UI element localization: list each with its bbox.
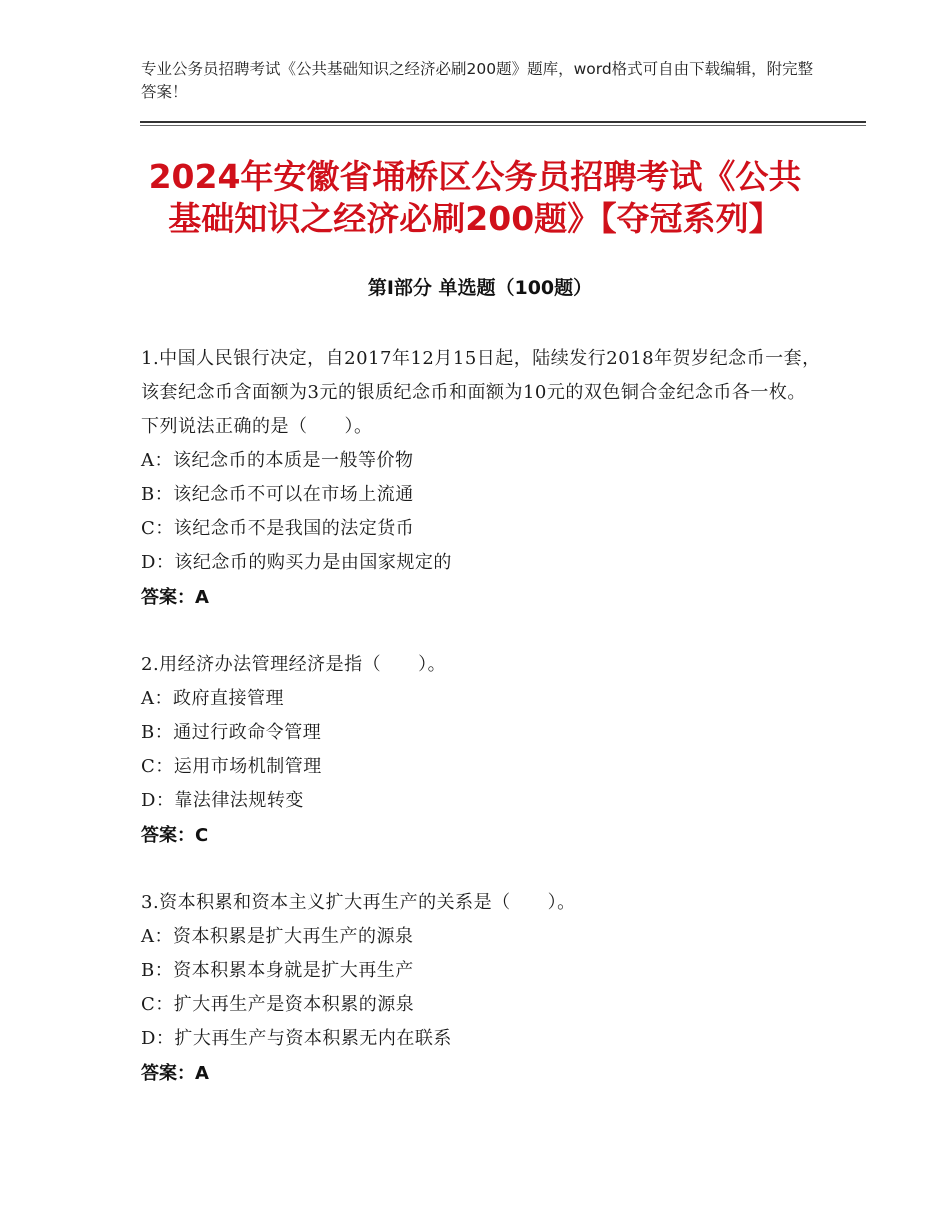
- option-c: C：扩大再生产是资本积累的源泉: [141, 994, 415, 1015]
- question-3: [141, 886, 821, 1092]
- option-a: A：资本积累是扩大再生产的源泉: [141, 926, 414, 947]
- option-b: B：该纪念币不可以在市场上流通: [141, 484, 414, 505]
- header-rule-thin: [140, 125, 866, 126]
- option-d: D：该纪念币的购买力是由国家规定的: [141, 552, 452, 573]
- option-d: D：靠法律法规转变: [141, 790, 304, 811]
- answer: 答案：C: [141, 825, 209, 846]
- answer: 答案：A: [141, 587, 209, 608]
- option-a: A：该纪念币的本质是一般等价物: [141, 450, 414, 471]
- document-title-line-2: 基础知识之经济必刷200题》【夺冠系列】: [168, 199, 782, 238]
- section-title: 第Ⅰ部分 单选题（100题）: [367, 277, 593, 299]
- document-title: [130, 156, 820, 240]
- question-stem: 2.用经济办法管理经济是指（ ）。: [141, 654, 447, 675]
- option-b: B：资本积累本身就是扩大再生产: [141, 960, 414, 981]
- header-rule-thick: [140, 121, 866, 123]
- question-stem: 3.资本积累和资本主义扩大再生产的关系是（ ）。: [141, 892, 576, 913]
- header-note: 专业公务员招聘考试《公共基础知识之经济必刷200题》题库，word格式可自由下载编辑，附完整答案！: [141, 60, 814, 101]
- answer: 答案：A: [141, 1063, 209, 1084]
- option-d: D：扩大再生产与资本积累无内在联系: [141, 1028, 452, 1049]
- document-title-line-1: 2024年安徽省埇桥区公务员招聘考试《公共: [148, 157, 802, 196]
- question-stem: 1.中国人民银行决定，自2017年12月15日起，陆续发行2018年贺岁纪念币一套，该套纪念币含面额为3元的银质纪念币和面额为10元的双色铜合金纪念币各一枚。下列说法正确的是（ ）。: [141, 348, 821, 437]
- option-b: B：通过行政命令管理: [141, 722, 322, 743]
- option-c: C：运用市场机制管理: [141, 756, 322, 777]
- question-1: [141, 342, 821, 616]
- option-c: C：该纪念币不是我国的法定货币: [141, 518, 415, 539]
- option-a: A：政府直接管理: [141, 688, 284, 709]
- question-2: [141, 648, 821, 854]
